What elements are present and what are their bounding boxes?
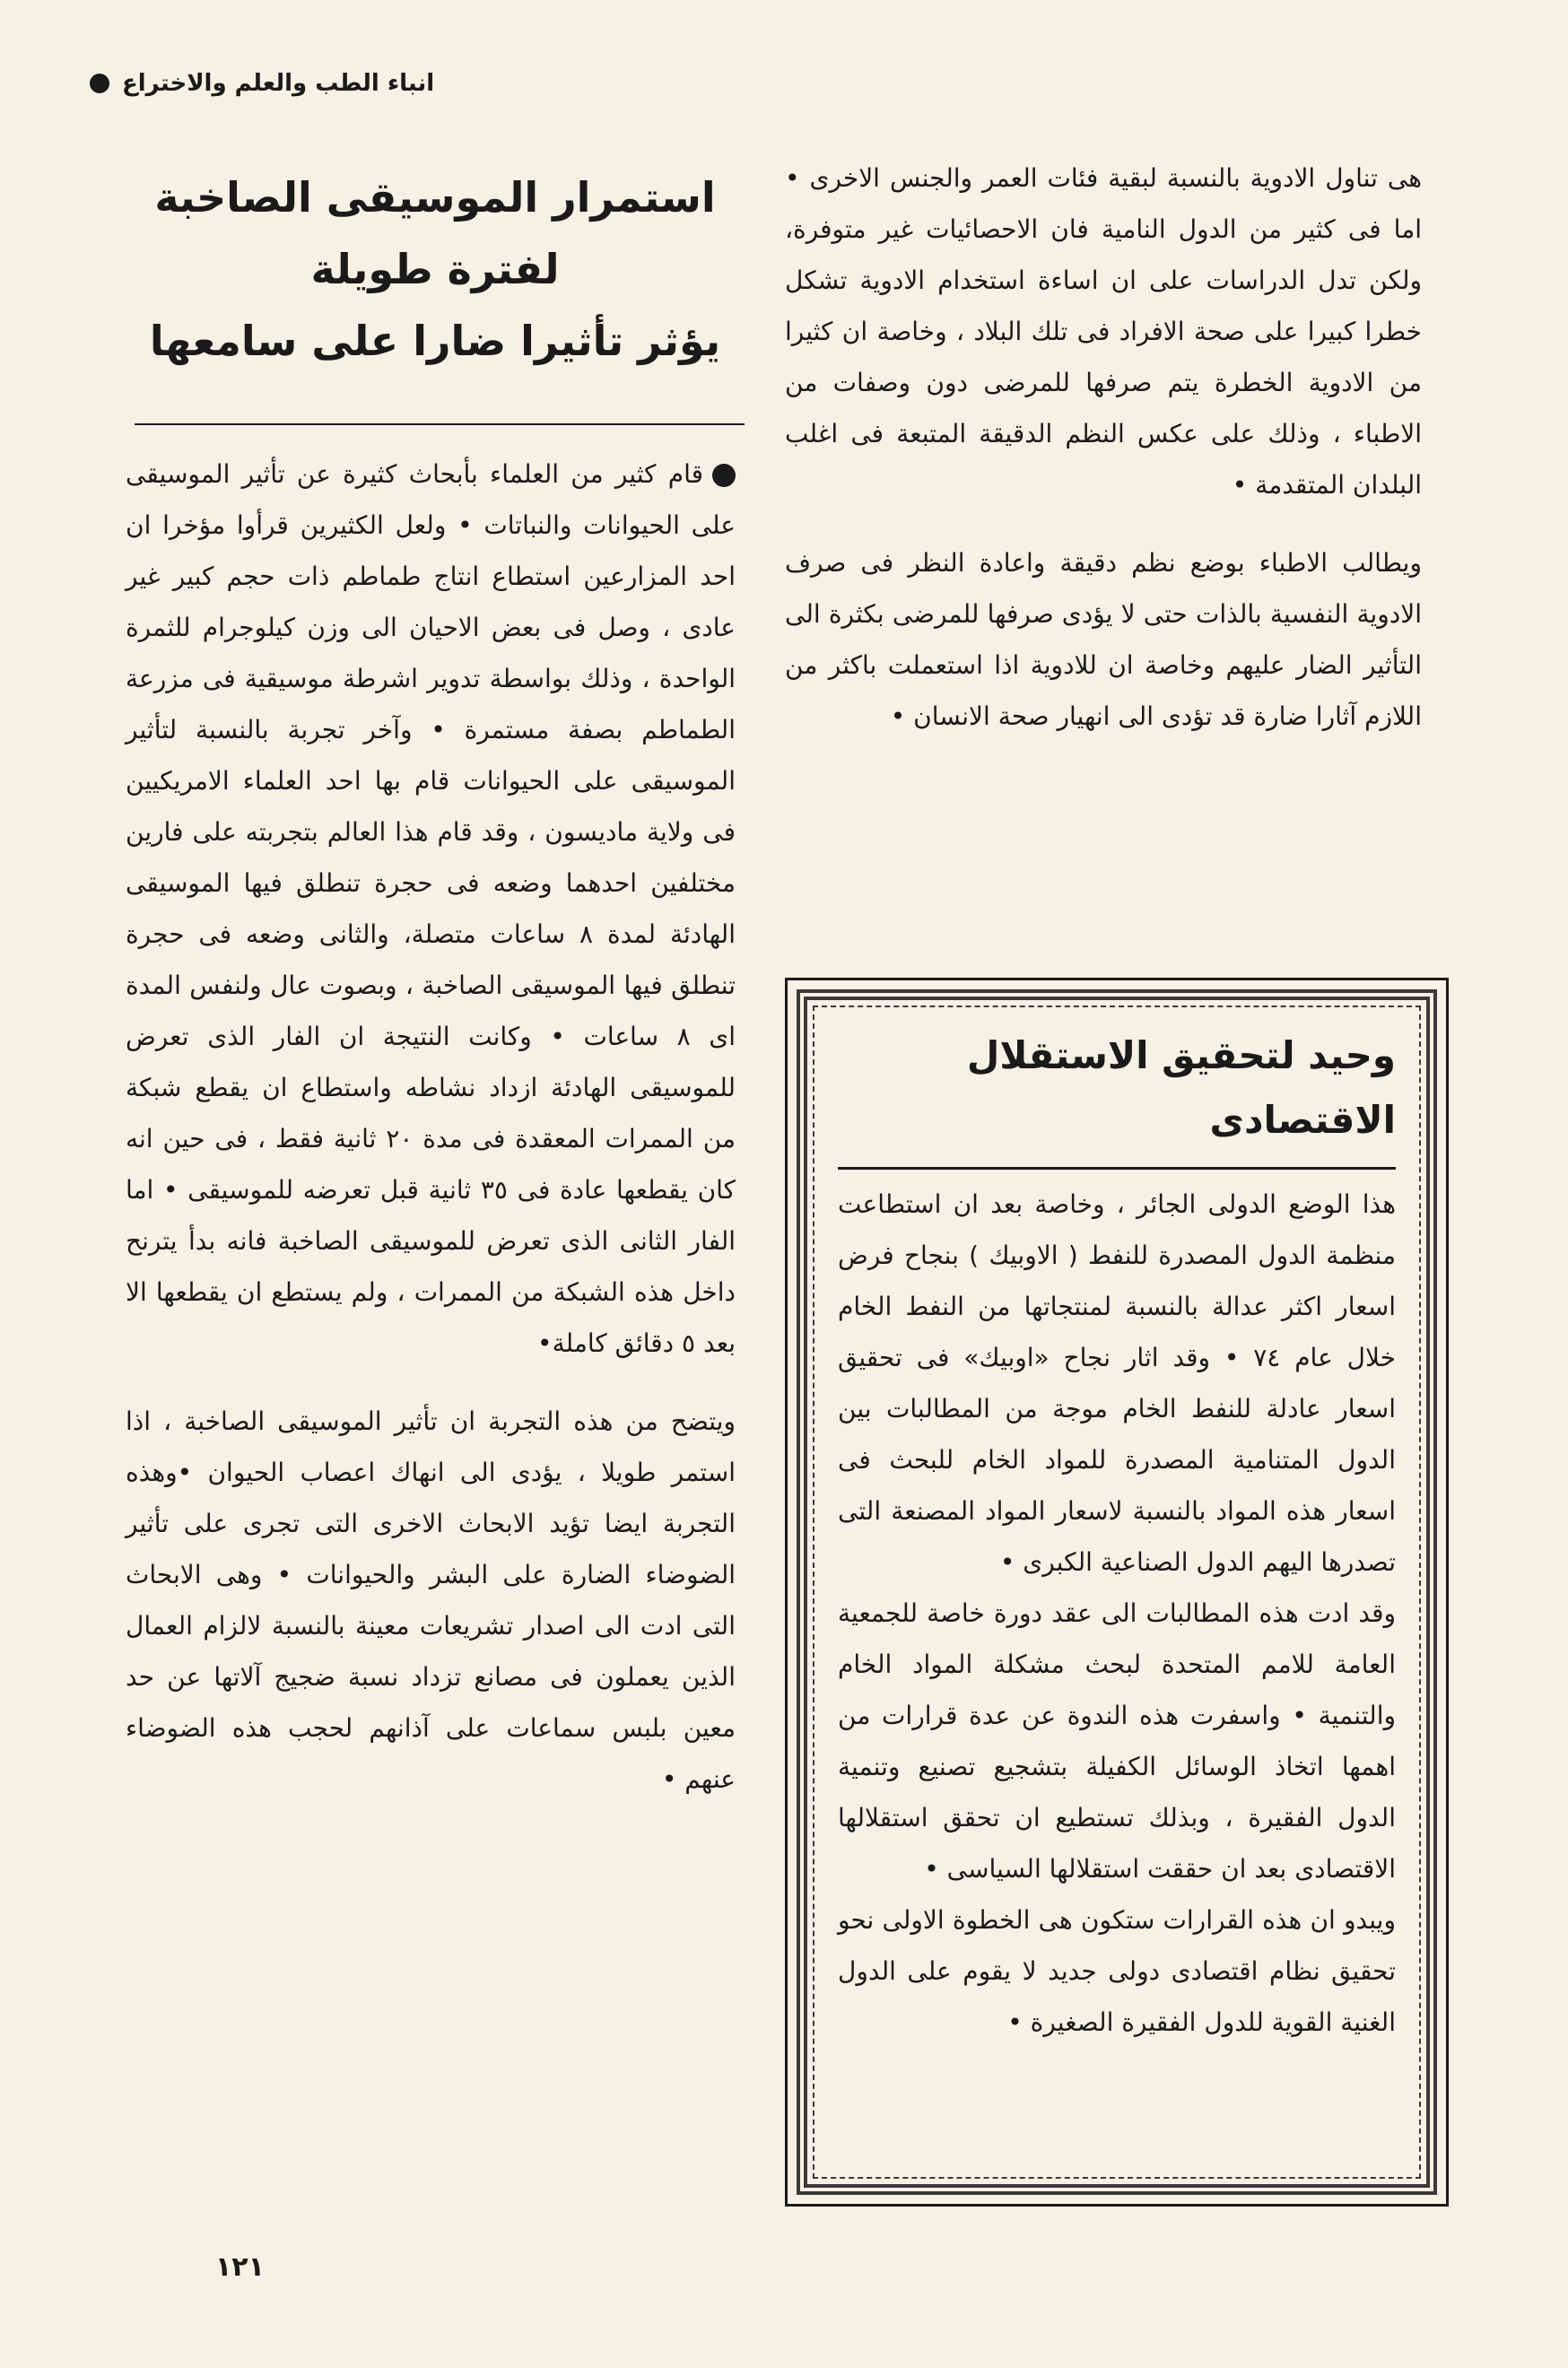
paragraph: ويبدو ان هذه القرارات ستكون هى الخطوة الاولى نحو تحقيق نظام اقتصادى دولى جديد لا يقوم على الدول الغنية القوية للدول الفقيرة الصغيرة • — [838, 1905, 1396, 2037]
article-headline — [126, 161, 745, 377]
continued-article — [785, 152, 1422, 742]
paragraph-text: قام كثير من العلماء بأبحاث كثيرة عن تأثير الموسيقى على الحيوانات والنباتات • ولعل الكثيرين قرأوا مؤخرا ان احد المزارعين استطاع انتاج طماطم ذات حجم كبير غير عادى ، وصل فى بعض الاحيان الى وزن كيلوجرام للثمرة الواحدة ، وذلك بواسطة تدوير اشرطة موسيقية فى مزرعة الطماطم بصفة مستمرة • وآخر تجربة بالنسبة لتأثير الموسيقى على الحيوانات قام بها احد العلماء الامريكيين فى ولاية ماديسون ، وقد قام هذا العالم بتجربته على فارين مختلفين احدهما وضعه فى حجرة تنطلق فيها الموسيقى الهادئة لمدة ٨ ساعات متصلة، والثانى وضعه فى حجرة تنطلق فيها الموسيقى الصاخبة ، وبصوت عال ولنفس المدة اى ٨ ساعات • وكانت النتيجة ان الفار الذى تعرض للموسيقى الهادئة ازداد نشاطه واستطاع ان يقطع شبكة من الممرات المعقدة فى مدة ٢٠ ثانية فقط ، فى حين انه كان يقطعها عادة فى ٣٥ ثانية قبل تعرضه للموسيقى • اما الفار الثانى الذى تعرض للموسيقى الصاخبة فانه بدأ يترنح داخل هذه الشبكة من الممرات ، ولم يستطع ان يقطعها الا بعد ٥ دقائق كاملة• — [126, 459, 736, 1358]
headline-line: يؤثر تأثيرا ضارا على سامعها — [149, 317, 721, 365]
section-title: انباء الطب والعلم والاختراع — [122, 70, 435, 97]
boxed-article-body — [838, 1179, 1396, 2048]
paragraph: ويطالب الاطباء بوضع نظم دقيقة واعادة النظر فى صرف الادوية النفسية بالذات حتى لا يؤدى صرفها للمرضى بكثرة الى التأثير الضار عليهم وخاصة ان للادوية اذا استعملت باكثر من اللازم آثارا ضارة قد تؤدى الى انهيار صحة الانسان • — [785, 548, 1422, 731]
headline-line: لفترة طويلة — [310, 245, 560, 293]
boxed-article — [785, 978, 1449, 2207]
boxed-article-frame — [797, 989, 1437, 2195]
paragraph: هذا الوضع الدولى الجائر ، وخاصة بعد ان استطاعت منظمة الدول المصدرة للنفط ( الاوبيك ) بنجاح فرض اسعار اكثر عدالة بالنسبة لمنتجاتها من النفط الخام خلال عام ٧٤ • وقد اثار نجاح «اوبيك» فى تحقيق اسعار عادلة للنفط الخام موجة من المطالبات بين الدول المتنامية المصدرة للمواد الخام للبحث فى اسعار هذه المواد بالنسبة لاسعار المواد المصنعة التى تصدرها اليهم الدول الصناعية الكبرى • — [838, 1189, 1396, 1577]
paragraph: هى تناول الادوية بالنسبة لبقية فئات العمر والجنس الاخرى • اما فى كثير من الدول النامية فان الاحصائيات غير متوفرة، ولكن تدل الدراسات على ان اساءة استخدام الادوية تشكل خطرا كبيرا على صحة الافراد فى تلك البلاد ، وخاصة ان كثيرا من الادوية الخطرة يتم صرفها للمرضى دون وصفات من الاطباء ، وذلك على عكس النظم الدقيقة المتبعة فى اغلب البلدان المتقدمة • — [785, 163, 1422, 500]
headline-line: استمرار الموسيقى الصاخبة — [154, 173, 716, 222]
music-article-body — [126, 448, 736, 1805]
boxed-article-title: وحيد لتحقيق الاستقلال الاقتصادى — [838, 1023, 1396, 1170]
paragraph-gap — [126, 1369, 736, 1396]
page-number: ١٢١ — [215, 2251, 265, 2283]
bullet-icon — [712, 464, 736, 487]
bullet-icon — [90, 74, 109, 93]
paragraph: وقد ادت هذه المطالبات الى عقد دورة خاصة للجمعية العامة للامم المتحدة لبحث مشكلة المواد الخام والتنمية • واسفرت هذه الندوة عن عدة قرارات من اهمها اتخاذ الوسائل الكفيلة بتشجيع تصنيع وتنمية الدول الفقيرة ، وبذلك تستطيع ان تحقق استقلالها الاقتصادى بعد ان حققت استقلالها السياسى • — [838, 1598, 1396, 1884]
paragraph: ويتضح من هذه التجربة ان تأثير الموسيقى الصاخبة ، اذا استمر طويلا ، يؤدى الى انهاك اعصاب الحيوان •وهذه التجربة ايضا تؤيد الابحاث الاخرى التى تجرى على تأثير الضوضاء الضارة على البشر والحيوانات • وهى الابحاث التى ادت الى اصدار تشريعات معينة بالنسبة لالزام العمال الذين يعملون فى مصانع تزداد نسبة ضجيج آلاتها عن حد معين بلبس سماعات على آذانهم لحجب هذه الضوضاء عنهم • — [126, 1406, 736, 1794]
running-header — [90, 70, 556, 97]
paragraph-gap — [785, 510, 1422, 537]
lead-paragraph — [126, 448, 736, 1369]
headline-divider — [135, 423, 745, 425]
